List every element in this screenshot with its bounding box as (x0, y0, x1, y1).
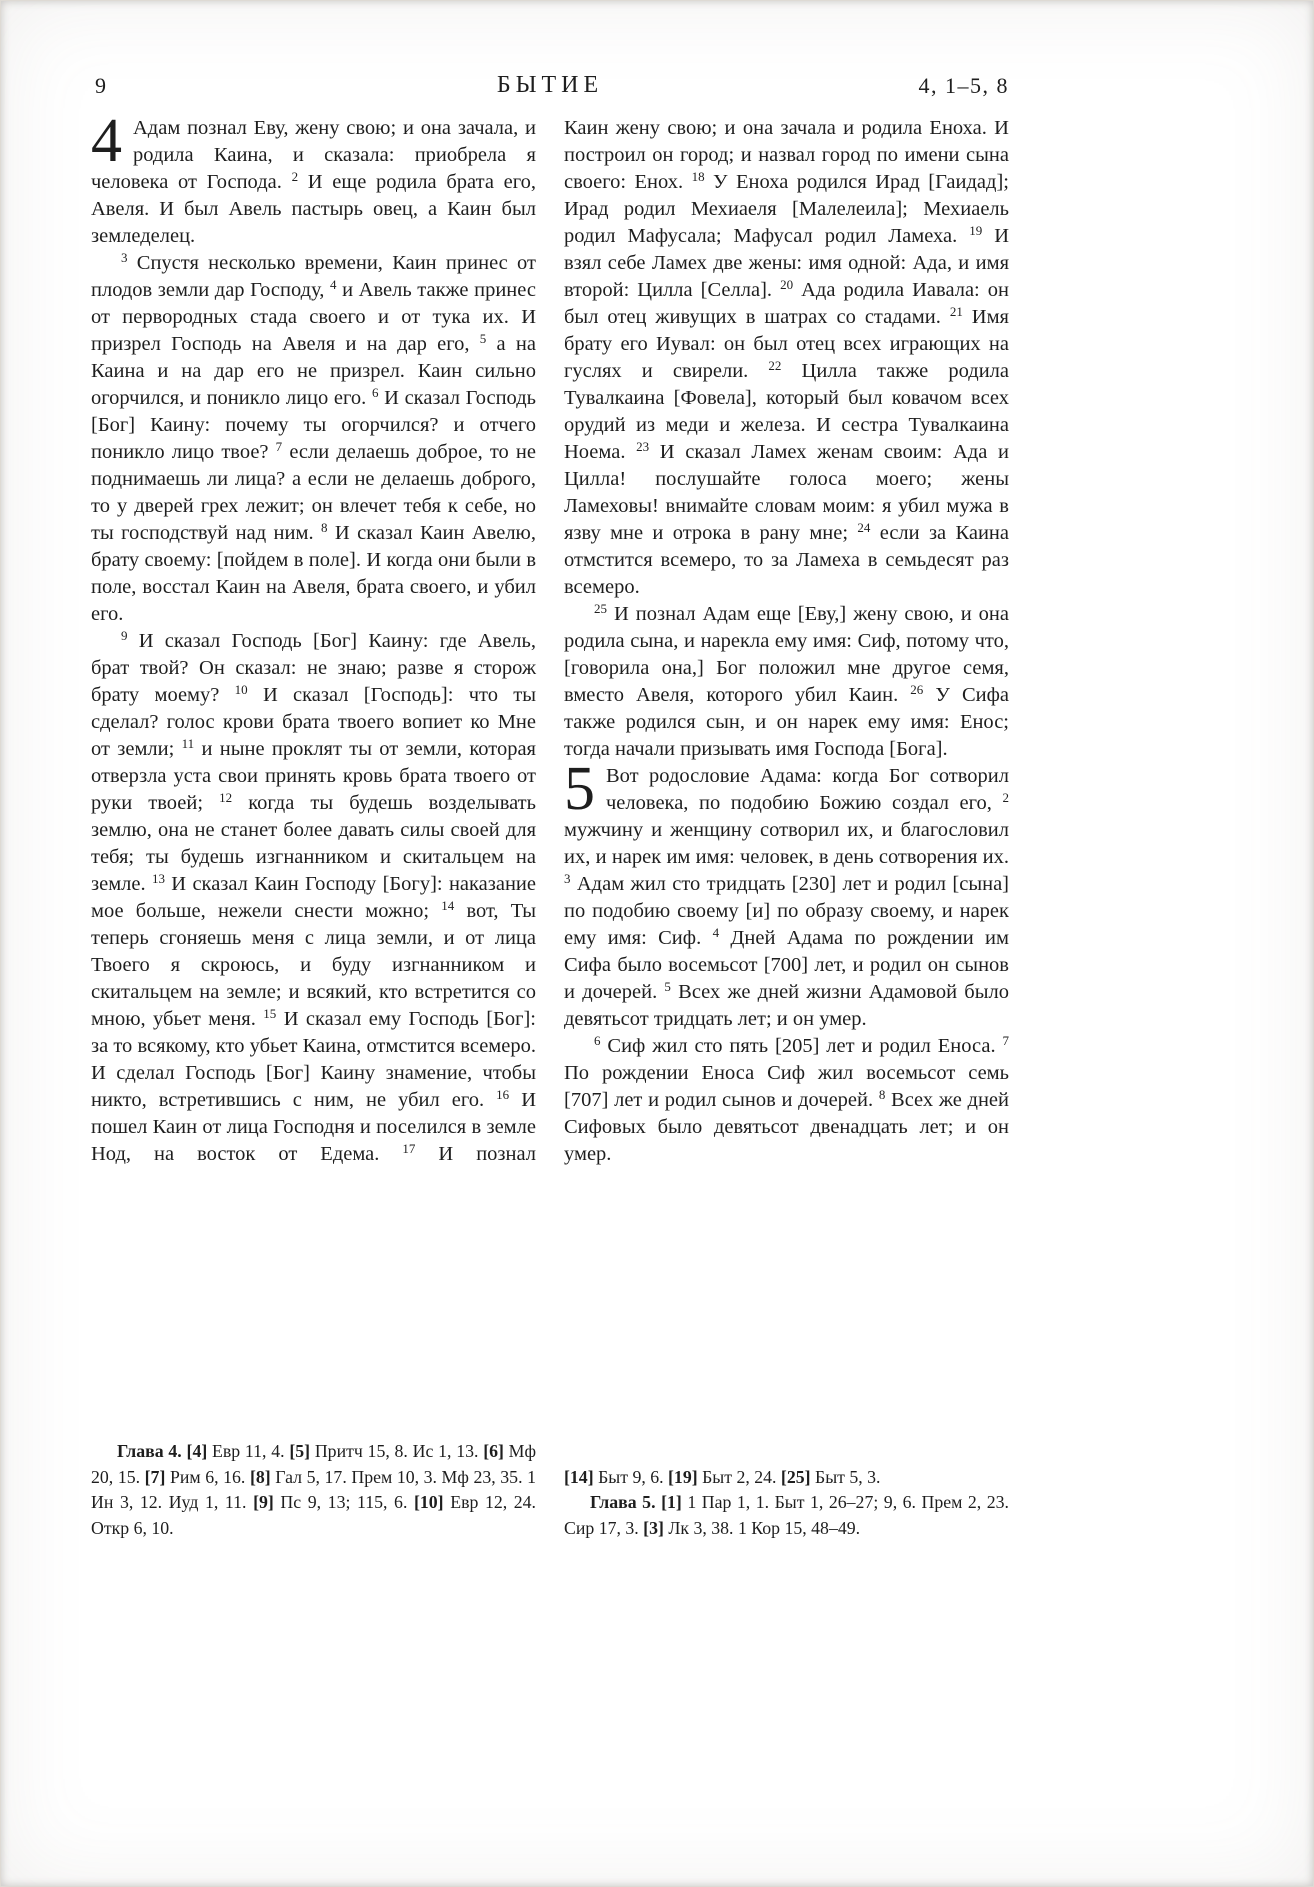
verse-number: 10 (234, 682, 248, 698)
footnote-ref: [6] (483, 1441, 504, 1462)
verse-number: 3 (121, 250, 128, 266)
text-run: Всех же дней жизни Адамовой было девятьсот тридцать лет; и он умер. (564, 981, 1009, 1030)
verse-number: 2 (1002, 790, 1009, 806)
text-run: И еще родила брата его, Авеля. И был Авель пастырь овец, а Каин был земледелец. (91, 171, 536, 247)
footnote-ref: [8] (249, 1466, 271, 1487)
text-run: Сиф жил сто пять [205] лет и родил Еноса. (600, 1035, 1003, 1057)
text-run: И взял себе Ламех две жены: имя одной: Ада, и имя второй: Цилла [Селла]. (564, 225, 1010, 301)
paragraph (564, 1033, 1009, 1168)
text-run: Гал 5, 17. Прем 10, 3. Мф 23, 35. 1 Ин 3, 12. Иуд 1, 11. (91, 1466, 537, 1513)
text-run: И познал (415, 1143, 536, 1165)
text-run: Адам жил сто тридцать [230] лет и родил [сына] по подобию своему [и] по образу своему, и нарек ему имя: Сиф. (564, 873, 1009, 949)
text-run: У Сифа также родился сын, и он нарек ему имя: Енос; тогда начали призывать имя Господа [Бога]. (564, 684, 1010, 760)
text-run: и ныне проклят ты от земли, которая отверзла уста свои принять кровь брата твоего от руки твоей; (91, 738, 536, 814)
text-run: 1 Пар 1, 1. Быт 1, 26–27; 9, 6. Прем 2, 23. Сир 17, 3. (564, 1492, 1009, 1538)
verse-number: 19 (969, 223, 983, 239)
text-run: Каин жену свою; и она зачала и родила Еноха. И построил он город; и назвал город по имени сына своего: Енох. (564, 117, 1009, 193)
text-run: Быт 2, 24. (697, 1466, 781, 1487)
verse-number: 13 (151, 871, 165, 887)
verse-number: 11 (181, 736, 195, 752)
verse-number: 12 (219, 790, 233, 806)
verse-number: 22 (768, 358, 782, 374)
right-column-text (564, 115, 1009, 1168)
paragraph (91, 250, 536, 628)
verse-number: 26 (910, 682, 924, 698)
text-run: И сказал Господь [Бог] Каину: почему ты огорчился? и отчего поникло лицо твое? (91, 387, 536, 463)
verse-number: 4 (330, 277, 337, 293)
verse-number: 21 (949, 304, 963, 320)
text-run: Быт 5, 3. (810, 1466, 881, 1487)
verse-number: 6 (371, 385, 379, 401)
footnote-ref: [1] (661, 1492, 682, 1513)
running-header (91, 63, 1009, 99)
verse-number: 8 (321, 520, 328, 536)
two-column-text (91, 107, 1010, 1541)
footnote-ref: Глава 4. (117, 1441, 182, 1462)
footnote-ref: [5] (289, 1441, 311, 1462)
paragraph (91, 628, 536, 1168)
text-run: У Еноха родился Ирад [Гаидад]; Ирад родил Мехиаеля [Малелеила]; Мехиаель родил Мафусала; Мафусал родил Ламеха. (564, 171, 1009, 247)
text-run: По рождении Еноса Сиф жил восемьсот семь [707] лет и родил сынов и дочерей. (564, 1062, 1009, 1111)
text-run: вот, Ты теперь сгоняешь меня с лица земли, и от лица Твоего я скроюсь, и буду изгнанником и скитальцем на земле; и всякий, кто встретится со мною, убьет меня. (91, 900, 536, 1030)
verse-number: 7 (1002, 1033, 1009, 1049)
paragraph (564, 115, 1009, 601)
footnote-ref: [19] (668, 1466, 698, 1487)
verse-number: 15 (263, 1006, 277, 1022)
footnote-ref: [3] (643, 1517, 664, 1538)
chapter-number-dropcap: 4 (91, 107, 122, 175)
verse-range: 4, 1–5, 8 (918, 73, 1009, 98)
right-column-footnotes (564, 1449, 1009, 1541)
footnote-ref: [7] (144, 1466, 166, 1487)
footnote-ref: Глава 5. (590, 1492, 656, 1513)
text-run: если делаешь доброе, то не поднимаешь ли лица? а если не делаешь доброго, то у дверей грех лежит; он влечет тебя к себе, но ты господствуй над ним. (91, 441, 536, 544)
footnote-ref: [4] (186, 1441, 208, 1462)
text-run: И пошел Каин от лица Господня и поселился в земле Нод, на восток от Едема. (91, 1089, 536, 1165)
text-run: Всех же дней Сифовых было девятьсот двенадцать лет; и он умер. (564, 1089, 1009, 1165)
right-column (564, 115, 1009, 1541)
text-run: Имя брату его Иувал: он был отец всех играющих на гуслях и свирели. (564, 306, 1009, 382)
text-run: Ада родила Иавала: он был отец живущих в шатрах со стадами. (564, 279, 1009, 328)
verse-number: 4 (712, 925, 720, 941)
text-run: Быт 9, 6. (593, 1466, 669, 1487)
text-run: и Авель также принес от первородных стада своего и от тука их. И призрел Господь на Авеля и на дар его, (91, 279, 536, 355)
footnote-paragraph (91, 1439, 536, 1541)
verse-number: 8 (878, 1087, 886, 1103)
footnote-ref: [10] (413, 1492, 444, 1513)
verse-number: 24 (857, 520, 871, 536)
text-run: Евр 11, 4. (207, 1441, 290, 1462)
footnote-ref: [25] (780, 1466, 811, 1487)
chapter-paragraph (91, 107, 536, 250)
verse-number: 3 (564, 871, 571, 887)
text-run: мужчину и женщину сотворил их, и благословил их, и нарек им имя: человек, в день сотворения их. (564, 819, 1009, 868)
text-run: Спустя несколько времени, Каин принес от плодов земли дар Господу, (91, 252, 536, 301)
text-run: И сказал Господь [Бог] Каину: где Авель, брат твой? Он сказал: не знаю; разве я сторож брату моему? (91, 630, 536, 706)
text-run: Лк 3, 38. 1 Кор 15, 48–49. (663, 1517, 861, 1538)
page-number: 9 (95, 73, 106, 98)
text-run: когда ты будешь возделывать землю, она не станет более давать силы своей для тебя; ты будешь изгнанником и скитальцем на земле. (91, 792, 536, 895)
left-column-text (91, 107, 536, 1168)
footnote-ref: [14] (564, 1466, 594, 1487)
left-column-footnotes (91, 1423, 536, 1541)
text-run: Вот родословие Адама: когда Бог сотворил человека, по подобию Божию создал его, (606, 765, 1009, 814)
book-title: БЫТИЕ (496, 72, 604, 98)
text-run: Пс 9, 13; 115, 6. (273, 1492, 414, 1513)
text-run: И познал Адам еще [Еву,] жену свою, и она родила сына, и нарекла ему имя: Сиф, потому что, [говорила она,] Бог положил мне другое семя, вместо Авеля, которого убил Каин. (564, 603, 1009, 706)
verse-number: 14 (441, 898, 455, 914)
verse-number: 6 (594, 1033, 601, 1049)
verse-number: 18 (691, 169, 705, 185)
verse-number: 5 (664, 979, 671, 995)
text-run: Цилла также родила Тувалкаина [Фовела], который был ковачом всех орудий из меди и железа. И сестра Тувалкаина Ноема. (564, 360, 1010, 463)
text-run: И сказал ему Господь [Бог]: за то всякому, кто убьет Каина, отмстится всемеро. И сделал Господь [Бог] Каину знамение, чтобы никто, встретившись с ним, не убил его. (91, 1008, 536, 1111)
footnote-paragraph (564, 1490, 1009, 1541)
text-run: Рим 6, 16. (165, 1466, 250, 1487)
verse-number: 7 (275, 439, 283, 455)
text-run: если за Каина отмстится всемеро, то за Ламеха в семьдесят раз всемеро. (564, 522, 1009, 598)
text-run: Мф 20, 15. (91, 1441, 537, 1487)
text-run: Дней Адама по рождении им Сифа было восемьсот [700] лет, и родил он сынов и дочерей. (564, 927, 1009, 1003)
text-run: И сказал [Господь]: что ты сделал? голос крови брата твоего вопиет ко Мне от земли; (91, 684, 536, 760)
verse-number: 5 (479, 331, 487, 347)
verse-number: 20 (780, 277, 794, 293)
text-run: И сказал Каин Господу [Богу]: наказание мое больше, нежели снести можно; (91, 873, 536, 922)
footnote-ref: [9] (253, 1492, 274, 1513)
text-run: Адам познал Еву, жену свою; и она зачала, и родила Каина, и сказала: приобрела я человека от Господа. (91, 117, 536, 193)
chapter-number-dropcap: 5 (564, 755, 595, 823)
text-run: а на Каина и на дар его не призрел. Каин сильно огорчился, и поникло лицо его. (91, 333, 536, 409)
verse-number: 23 (636, 439, 650, 455)
verse-number: 17 (402, 1141, 416, 1157)
verse-number: 16 (496, 1087, 510, 1103)
paragraph (564, 601, 1009, 763)
left-column (91, 107, 537, 1541)
text-run: Притч 15, 8. Ис 1, 13. (310, 1441, 484, 1462)
text-run: И сказал Каин Авелю, брату своему: [пойдем в поле]. И когда они были в поле, восстал Каин на Авеля, брата своего, и убил его. (91, 522, 536, 625)
verse-number: 9 (121, 628, 128, 644)
verse-number: 25 (594, 601, 607, 617)
chapter-paragraph (564, 755, 1009, 1033)
verse-number: 2 (291, 169, 299, 185)
text-run: Евр 12, 24. Откр 6, 10. (91, 1492, 537, 1538)
text-run: И сказал Ламех женам своим: Ада и Цилла! послушайте голоса моего; жены Ламеховы! внимайте словам моим: я убил мужа в язву мне и отрока в рану мне; (564, 441, 1009, 544)
footnote-paragraph (564, 1465, 1009, 1490)
